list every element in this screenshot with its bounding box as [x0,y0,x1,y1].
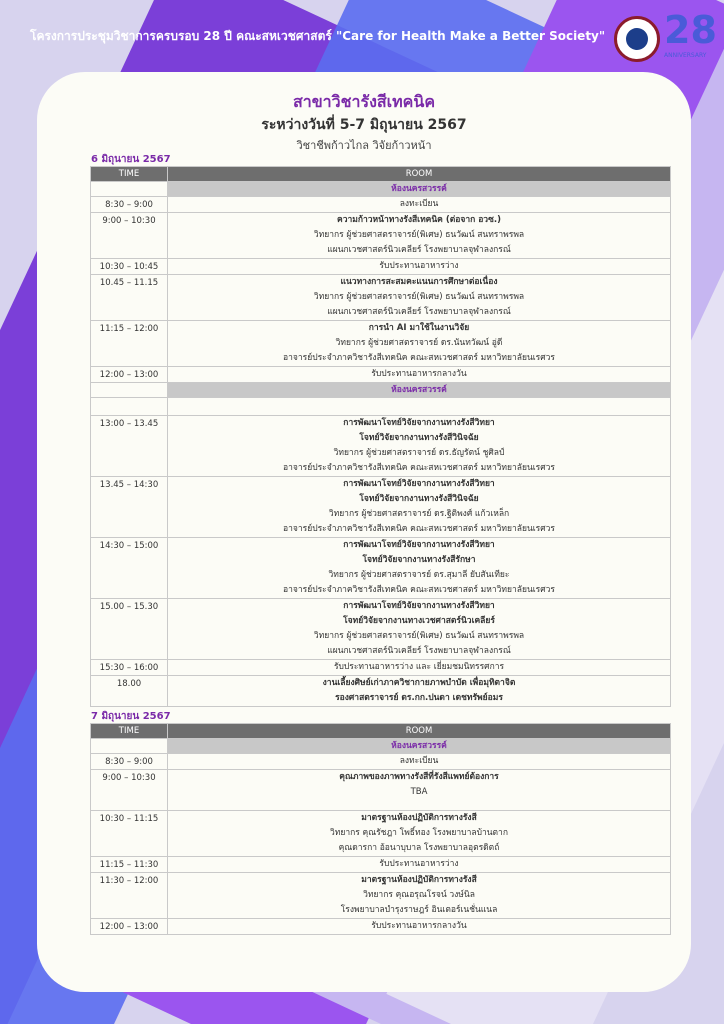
anniversary-number: 28 [664,8,717,52]
session-detail: คุณดารกา อ้อนาบุบาล โรงพยาบาลอุตรดิตถ์ [338,843,500,853]
session-detail: วิทยากร ผู้ช่วยศาสตราจารย์ ดร.นันทวัฒน์ อู่ดี [335,338,503,348]
session-detail: อาจารย์ประจำภาควิชารังสีเทคนิค คณะสหเวชศาสตร์ มหาวิทยาลัยนเรศวร [283,463,555,473]
day1-label: 6 มิถุนายน 2567 [91,154,171,165]
session-cell [168,213,671,259]
table-row [91,811,671,857]
header-text: โครงการประชุมวิชาการครบรอบ 28 ปี คณะสหเวชศาสตร์ "Care for Health Make a Better Society" [30,29,606,43]
time-cell: 11:15 – 11:30 [91,857,168,873]
time-cell: 10:30 – 11:15 [91,811,168,857]
table-row [91,321,671,367]
room-row-time-cell [91,182,168,197]
session-title: การพัฒนาโจทย์วิจัยจากงานทางรังสีวิทยา [343,479,495,489]
session-detail: วิทยากร ผู้ช่วยศาสตราจารย์(พิเศษ) ธนวัฒน์ สนทราพรพล [313,631,525,641]
session-detail: ลงทะเบียน [399,756,439,766]
time-cell: 12:00 – 13:00 [91,367,168,383]
table-row [91,660,671,676]
session-subtitle: โจทย์วิจัยจากงานทางเวชศาสตร์นิวเคลียร์ [343,616,495,626]
spacer-row [91,398,671,416]
session-cell [168,197,671,213]
session-title: แนวทางการสะสมคะแนนการศึกษาต่อเนื่อง [340,277,498,287]
session-title: มาตรฐานห้องปฏิบัติการทางรังสี [361,813,477,823]
session-cell [168,538,671,599]
day2-table [90,723,671,935]
session-detail: แผนกเวชศาสตร์นิวเคลียร์ โรงพยาบาลจุฬาลงกรณ์ [327,646,511,656]
time-header: TIME [91,167,168,182]
room-header: ROOM [168,167,671,182]
session-detail: โรงพยาบาลบำรุงราษฎร์ อินเตอร์เนชั่นแนล [340,905,498,915]
session-title: ความก้าวหน้าทางรังสีเทคนิค (ต่อจาก อวซ.) [337,215,501,225]
session-cell [168,599,671,660]
day1-body [91,182,671,707]
time-cell: 8:30 – 9:00 [91,754,168,770]
table-row [91,416,671,477]
room-name: ห้องนครสวรรค์ [168,182,671,197]
anniversary-caption: ANNIVERSARY [664,52,707,59]
spacer-cell [168,398,671,416]
session-cell [168,660,671,676]
table-row [91,676,671,707]
session-cell [168,321,671,367]
table-header [91,724,671,739]
session-cell [168,770,671,811]
session-detail: รับประทานอาหารกลางวัน [371,921,467,931]
slogan: วิชาชีพก้าวไกล วิจัยก้าวหน้า [296,139,432,152]
session-cell [168,275,671,321]
session-cell [168,477,671,538]
session-title: การพัฒนาโจทย์วิจัยจากงานทางรังสีวิทยา [343,418,495,428]
session-detail: ลงทะเบียน [399,199,439,209]
session-detail: อาจารย์ประจำภาควิชารังสีเทคนิค คณะสหเวชศาสตร์ มหาวิทยาลัยนเรศวร [283,353,555,363]
session-subtitle: โจทย์วิจัยจากงานทางรังสีรักษา [362,555,476,565]
room-row [91,739,671,754]
session-cell [168,919,671,935]
session-subtitle: โจทย์วิจัยจากงานทางรังสีวินิจฉัย [359,494,479,504]
session-detail: วิทยากร ผู้ช่วยศาสตราจารย์ ดร.ธัญรัตน์ ชูศิลป์ [333,448,505,458]
table-row [91,275,671,321]
header-banner [0,0,724,72]
table-row [91,538,671,599]
faculty-seal-logo [614,16,660,62]
time-header: TIME [91,724,168,739]
room-row-time-cell [91,383,168,398]
room-name: ห้องนครสวรรค์ [168,739,671,754]
session-detail: อาจารย์ประจำภาควิชารังสีเทคนิค คณะสหเวชศาสตร์ มหาวิทยาลัยนเรศวร [283,585,555,595]
time-cell: 9:00 – 10:30 [91,770,168,811]
session-title: การพัฒนาโจทย์วิจัยจากงานทางรังสีวิทยา [343,601,495,611]
session-cell [168,416,671,477]
session-cell [168,367,671,383]
session-subtitle: โจทย์วิจัยจากงานทางรังสีวินิจฉัย [359,433,479,443]
table-row [91,770,671,811]
schedule-card [37,72,691,992]
room-row [91,182,671,197]
session-cell [168,811,671,857]
session-detail: รับประทานอาหารกลางวัน [371,369,467,379]
session-detail: วิทยากร คุณอรุณโรจน์ วงษ์นิล [363,890,475,900]
session-title: มาตรฐานห้องปฏิบัติการทางรังสี [361,875,477,885]
session-detail: รับประทานอาหารว่าง [379,261,459,271]
session-detail: วิทยากร ผู้ช่วยศาสตราจารย์(พิเศษ) ธนวัฒน์ สนทราพรพล [313,292,525,302]
session-title: การพัฒนาโจทย์วิจัยจากงานทางรังสีวิทยา [343,540,495,550]
time-cell: 11:30 – 12:00 [91,873,168,919]
session-title: งานเลี้ยงศิษย์เก่าภาควิชากายภาพบำบัด เพื่อมุทิตาจิต [322,678,516,688]
table-row [91,873,671,919]
session-detail: แผนกเวชศาสตร์นิวเคลียร์ โรงพยาบาลจุฬาลงกรณ์ [327,307,511,317]
session-detail: วิทยากร ผู้ช่วยศาสตราจารย์(พิเศษ) ธนวัฒน์ สนทราพรพล [313,230,525,240]
time-cell: 15.00 – 15.30 [91,599,168,660]
day1-table [90,166,671,707]
anniversary-logo [664,8,716,68]
room-row [91,383,671,398]
date-range: ระหว่างวันที่ 5-7 มิถุนายน 2567 [261,117,467,133]
session-detail: วิทยากร คุณรัชฎา โพธิ์ทอง โรงพยาบาลบ้านตาก [330,828,508,838]
time-cell: 9:00 – 10:30 [91,213,168,259]
spacer-cell [91,398,168,416]
time-cell: 14:30 – 15:00 [91,538,168,599]
session-cell [168,857,671,873]
table-row [91,213,671,259]
time-cell: 11:15 – 12:00 [91,321,168,367]
session-title: การนำ AI มาใช้ในงานวิจัย [368,323,470,333]
time-cell: 12:00 – 13:00 [91,919,168,935]
time-cell: 10:30 – 10:45 [91,259,168,275]
time-cell: 8:30 – 9:00 [91,197,168,213]
table-row [91,367,671,383]
session-title: คุณภาพของภาพทางรังสีที่รังสีแพทย์ต้องการ [339,772,499,782]
day2-label: 7 มิถุนายน 2567 [91,711,171,722]
table-row [91,857,671,873]
table-row [91,197,671,213]
session-cell [168,259,671,275]
session-cell [168,873,671,919]
session-detail: รับประทานอาหารว่าง และ เยี่ยมชมนิทรรศการ [333,662,505,672]
table-row [91,259,671,275]
table-row [91,477,671,538]
session-detail: วิทยากร ผู้ช่วยศาสตราจารย์ ดร.ฐิติพงศ์ แก้วเหล็ก [328,509,510,519]
time-cell: 13.45 – 14:30 [91,477,168,538]
session-detail: อาจารย์ประจำภาควิชารังสีเทคนิค คณะสหเวชศาสตร์ มหาวิทยาลัยนเรศวร [283,524,555,534]
day2-body [91,739,671,935]
session-detail: วิทยากร ผู้ช่วยศาสตราจารย์ ดร.สุมาลี ยับสันเทียะ [328,570,510,580]
room-header: ROOM [168,724,671,739]
table-row [91,754,671,770]
session-cell [168,676,671,707]
time-cell: 13:00 – 13.45 [91,416,168,477]
time-cell: 15:30 – 16:00 [91,660,168,676]
session-subtitle: รองศาสตราจารย์ ดร.กก.ปนดา เดชทรัพย์อมร [335,693,503,703]
department-title: สาขาวิชารังสีเทคนิค [292,92,436,111]
room-name: ห้องนครสวรรค์ [168,383,671,398]
table-header [91,167,671,182]
session-detail: รับประทานอาหารว่าง [379,859,459,869]
time-cell: 18.00 [91,676,168,707]
session-detail: TBA [410,787,428,797]
session-cell [168,754,671,770]
session-detail: แผนกเวชศาสตร์นิวเคลียร์ โรงพยาบาลจุฬาลงกรณ์ [327,245,511,255]
time-cell: 10.45 – 11.15 [91,275,168,321]
table-row [91,599,671,660]
table-row [91,919,671,935]
room-row-time-cell [91,739,168,754]
